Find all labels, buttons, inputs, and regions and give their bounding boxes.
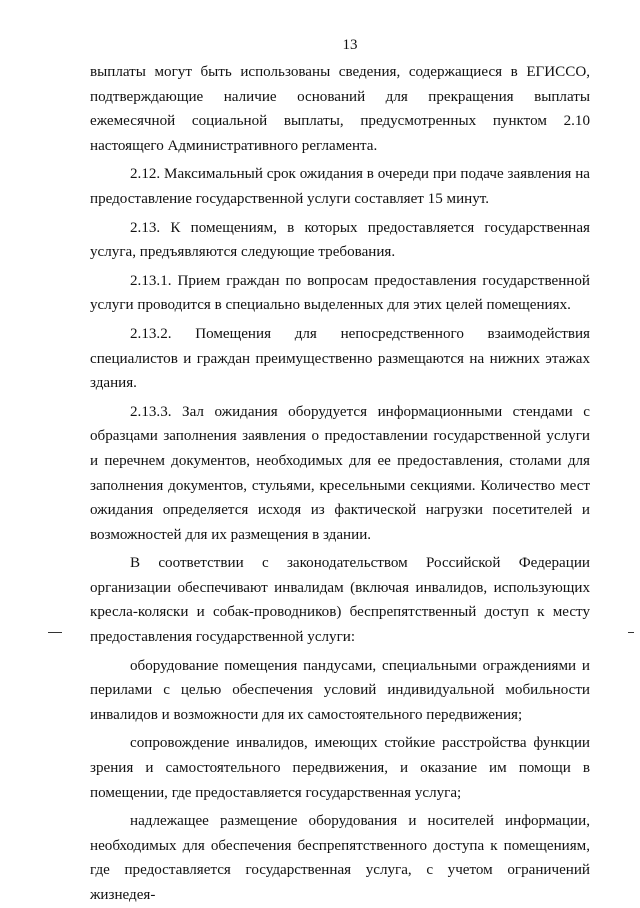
paragraph-continuation: выплаты могут быть использованы сведения, содержащиеся в ЕГИССО, подтверждающие наличие оснований для прекращения выплаты ежемесячной социальной выплаты, предусмотренных пунктом 2.10 настоящего Административного регламента. <box>90 64 590 154</box>
document-body <box>90 60 590 908</box>
paragraph-2-13-2: 2.13.2. Помещения для непосредственного взаимодействия специалистов и граждан преимущественно размещаются на нижних этажах здания. <box>90 325 590 392</box>
list-item-escort: сопровождение инвалидов, имеющих стойкие расстройства функции зрения и самостоятельного передвижения, и оказание им помощи в помещении, где предоставляется государственная услуга; <box>90 735 590 801</box>
list-item-equipment: надлежащее размещение оборудования и носителей информации, необходимых для обеспечения беспрепятственного доступа к помещениям, где предоставляется государственная услуга, с учетом ограничений жизнедея- <box>90 813 590 903</box>
paragraph-2-13-3: 2.13.3. Зал ожидания оборудуется информационными стендами с образцами заполнения заявления о предоставлении государственной услуги и перечнем документов, необходимых для ее предоставления, столами для заполнения документов, стульями, кресельными секциями. Количество мест ожидания определяется исходя из фактической нагрузки посетителей и возможностей для их размещения в здании. <box>90 403 590 543</box>
list-item-ramps: оборудование помещения пандусами, специальными ограждениями и перилами с целью обеспечения условий индивидуальной мобильности инвалидов и возможности для их самостоятельного передвижения; <box>90 657 590 723</box>
paragraph-2-12: 2.12. Максимальный срок ожидания в очереди при подаче заявления на предоставление государственной услуги составляет 15 минут. <box>90 166 590 207</box>
paragraph-2-13: 2.13. К помещениям, в которых предоставляется государственная услуга, предъявляются следующие требования. <box>90 219 590 261</box>
paragraph-2-13-1: 2.13.1. Прием граждан по вопросам предоставления государственной услуги проводится в специально выделенных для этих целей помещениях. <box>90 272 590 314</box>
scan-mark-left <box>48 632 62 633</box>
page-number: 13 <box>342 37 358 53</box>
scan-mark-right <box>628 632 634 633</box>
paragraph-accessibility-intro: В соответствии с законодательством Российской Федерации организации обеспечивают инвалидам (включая инвалидов, использующих кресла-коляски и собак-проводников) беспрепятственный доступ к месту предоставления государственной услуги: <box>90 555 590 646</box>
